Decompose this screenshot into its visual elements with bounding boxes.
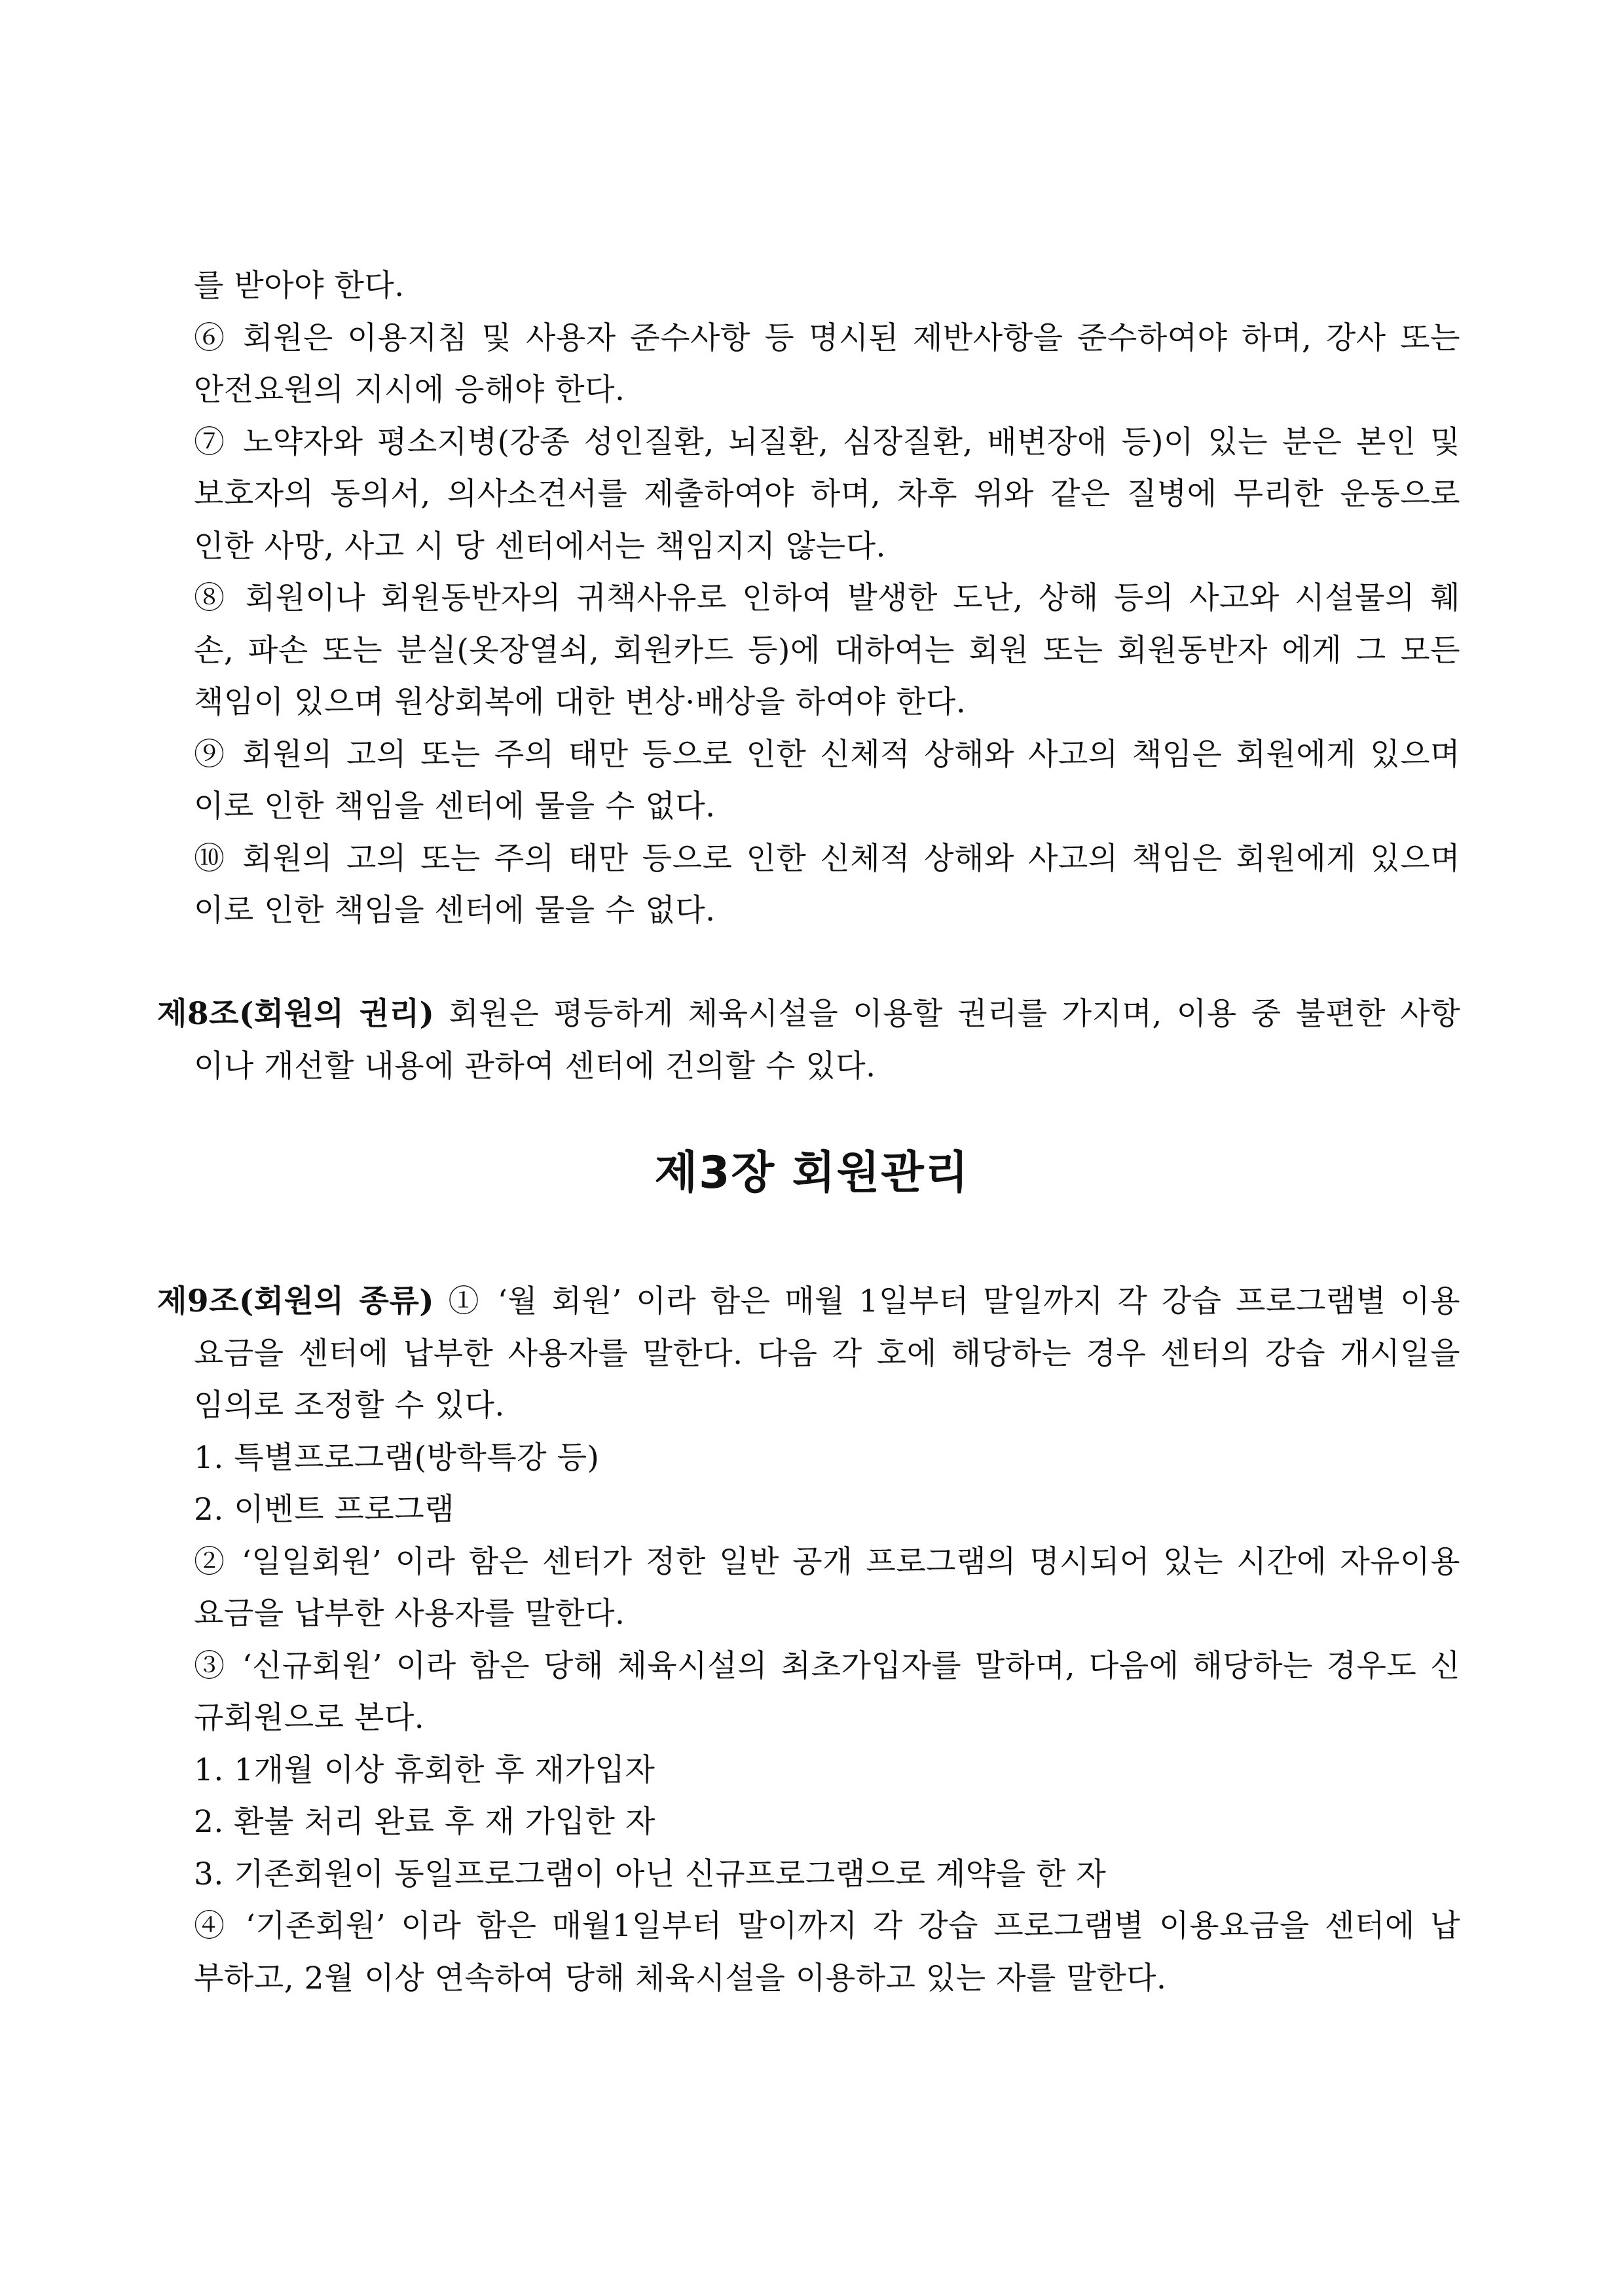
list-item: 1. 특별프로그램(방학특강 등) — [194, 1439, 600, 1476]
clause-7-line: ⑦ 노약자와 평소지병(강종 성인질환, 뇌질환, 심장질환, 배변장애 등)이 있는 분은 본인 및 — [194, 424, 1460, 460]
article-8-first-line — [157, 988, 1460, 1040]
article-7-continuation — [157, 260, 1460, 937]
list-item: 1. 1개월 이상 휴회한 후 재가입자 — [194, 1752, 655, 1788]
text-line: 부하고, 2월 이상 연속하여 당해 체육시설을 이용하고 있는 자를 말한다. — [194, 1960, 1167, 1996]
text-line: 를 받아야 한다. — [194, 268, 405, 304]
text-line: 요금을 납부한 사용자를 말한다. — [194, 1596, 625, 1632]
article-9-title: 제9조(회원의 종류) — [157, 1283, 434, 1319]
clause-8-line: ⑧ 회원이나 회원동반자의 귀책사유로 인하여 발생한 도난, 상해 등의 사고와 시설물의 훼 — [194, 580, 1460, 616]
text-line: 이로 인한 책임을 센터에 물을 수 없다. — [194, 892, 716, 928]
clause-2-line: ② ‘일일회원’ 이라 함은 센터가 정한 일반 공개 프로그램의 명시되어 있는 시간에 자유이용 — [194, 1543, 1460, 1580]
text-line: 이나 개선할 내용에 관하여 센터에 건의할 수 있다. — [194, 1048, 876, 1084]
list-item: 2. 이벤트 프로그램 — [194, 1492, 455, 1528]
text-line: 요금을 센터에 납부한 사용자를 말한다. 다음 각 호에 해당하는 경우 센터의 강습 개시일을 — [194, 1335, 1460, 1372]
clause-6-line: ⑥ 회원은 이용지침 및 사용자 준수사항 등 명시된 제반사항을 준수하여야 하며, 강사 또는 — [194, 320, 1460, 356]
list-item: 3. 기존회원이 동일프로그램이 아닌 신규프로그램으로 계약을 한 자 — [194, 1856, 1107, 1892]
article-8-title: 제8조(회원의 권리) — [157, 996, 435, 1032]
clause-4-line: ④ ‘기존회원’ 이라 함은 매월1일부터 말이까지 각 강습 프로그램별 이용요금을 센터에 납 — [194, 1908, 1460, 1944]
text-line: 이로 인한 책임을 센터에 물을 수 없다. — [194, 788, 716, 824]
text-line: 임의로 조정할 수 있다. — [194, 1387, 505, 1423]
text-line: 규회원으로 본다. — [194, 1700, 425, 1736]
article-8-text: 회원은 평등하게 체육시설을 이용할 권리를 가지며, 이용 중 불편한 사항 — [434, 996, 1460, 1032]
list-item: 2. 환불 처리 완료 후 재 가입한 자 — [194, 1804, 655, 1840]
text-line: 보호자의 동의서, 의사소견서를 제출하여야 하며, 차후 위와 같은 질병에 무리한 운동으로 — [194, 476, 1460, 512]
text-line: 인한 사망, 사고 시 당 센터에서는 책임지지 않는다. — [194, 528, 886, 564]
article-8 — [157, 988, 1460, 1092]
article-9 — [157, 1276, 1460, 2004]
text-line: 손, 파손 또는 분실(옷장열쇠, 회원카드 등)에 대하여는 회원 또는 회원동반자 에게 그 모든 — [194, 632, 1460, 669]
clause-3-line: ③ ‘신규회원’ 이라 함은 당해 체육시설의 최초가입자를 말하며, 다음에 해당하는 경우도 신 — [194, 1647, 1460, 1684]
text-line: 책임이 있으며 원상회복에 대한 변상·배상을 하여야 한다. — [194, 684, 967, 720]
article-9-text: ① ‘월 회원’ 이라 함은 매월 1일부터 말일까지 각 강습 프로그램별 이용 — [434, 1283, 1461, 1319]
clause-9-line: ⑨ 회원의 고의 또는 주의 태만 등으로 인한 신체적 상해와 사고의 책임은 회원에게 있으며 — [194, 736, 1460, 773]
chapter-heading: 제3장 회원관리 — [654, 1147, 970, 1199]
article-9-first-line — [157, 1276, 1460, 1328]
text-line: 안전요원의 지시에 응해야 한다. — [194, 372, 625, 408]
clause-10-line: ⑩ 회원의 고의 또는 주의 태만 등으로 인한 신체적 상해와 사고의 책임은 회원에게 있으며 — [194, 840, 1460, 877]
